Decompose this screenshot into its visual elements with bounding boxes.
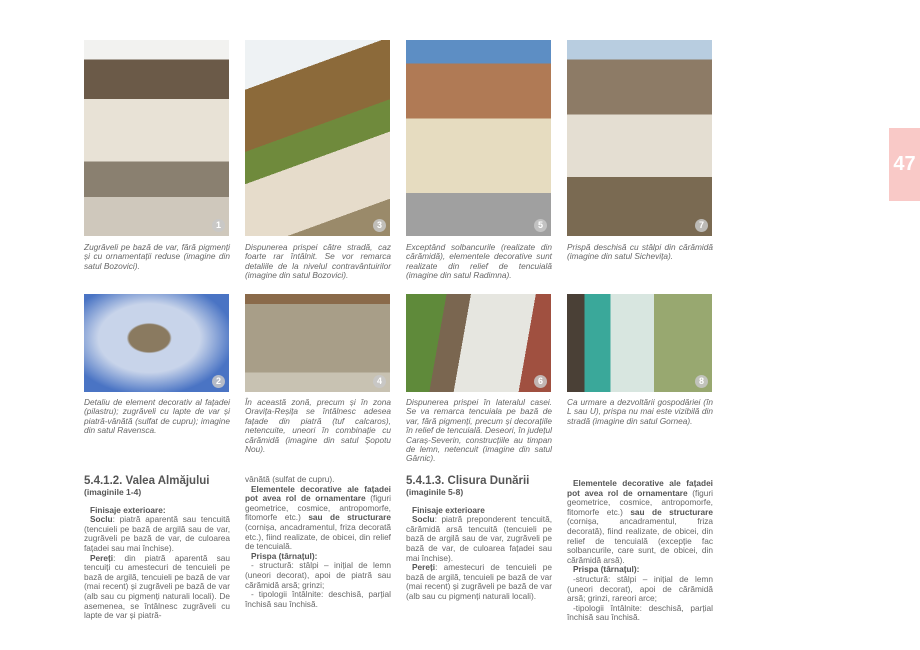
- section-valea-almajului: [84, 475, 230, 621]
- photo-caption: Prispă deschisă cu stâlpi din cărămidă (imagine din satul Sichevița).: [567, 242, 713, 262]
- photo-4: [245, 294, 390, 392]
- text-soclu: : piatră preponderent tencuită, cărămidă arsă tencuită (tencuieli pe bază de argilă sau de var, zugrăveli pe bază de var, de culoarea fațadei sau mai închise).: [406, 514, 552, 563]
- section-title: 5.4.1.3. Clisura Dunării: [406, 475, 530, 487]
- bold-text: Elementele decorative ale fațadei pot avea rol de ornamentare: [567, 478, 713, 498]
- text-pereti: : din piatră aparentă sau tencuiți cu amestecuri de tencuieli pe bază de argilă, tencuieli pe bază de var (mai recent) și zugrăveli pe bază de var (alb sau cu pigmenți naturali locali). De asemenea, se întâlnesc zugrăveli cu lapte de var și piatră-: [84, 552, 230, 621]
- text-tipologii: -tipologii întâlnite: deschisă, parțial închisă sau închisă.: [567, 602, 713, 623]
- photo-caption: În această zonă, precum și în zona Oravița-Reșița se întâlnesc adesea fațade din piatră (tuf calcaros), netencuite, uneori în combinație cu cărămidă (imagine din satul Șopotu Nou).: [245, 397, 391, 455]
- page-number: 47: [893, 153, 916, 175]
- section-clisura-dunarii-cont: [567, 479, 713, 623]
- photo-caption: Zugrăveli pe bază de var, fără pigmenți și cu ornamentații reduse (imagine din satul Bozovici).: [84, 242, 230, 271]
- section-subtitle: (imaginile 5-8): [406, 487, 464, 497]
- label-soclu: Soclu: [90, 514, 113, 525]
- heading-prispa: Prispa (târnațul):: [573, 564, 640, 575]
- photo-caption: Exceptând solbancurile (realizate din cărămidă), elementele decorative sunt realizate din relief de tencuială (imagine din satul Radimna).: [406, 242, 552, 281]
- section-valea-almajului-cont: [245, 475, 391, 609]
- photo-number-badge: 4: [373, 375, 386, 388]
- heading-prispa: Prispa (târnațul):: [251, 550, 318, 561]
- label-pereti: Pereți: [90, 552, 114, 563]
- bold-text: Elementele decorative ale fațadei pot avea rol de ornamentare: [245, 483, 391, 504]
- text-structura: -structură: stâlpi – inițial de lemn (uneori decorat), apoi de cărămidă arsă; grinzi, rareori arce;: [567, 573, 713, 604]
- photo-3: [245, 40, 390, 236]
- photo-6: [406, 294, 551, 392]
- section-subtitle: (imaginile 1-4): [84, 487, 142, 497]
- label-pereti: Pereți: [412, 562, 436, 573]
- photo-number-badge: 6: [534, 375, 547, 388]
- text: (cornișa, ancadramentul, friza decorată etc.), fiind realizate, de obicei, din relief de tencuială.: [245, 521, 391, 552]
- bold-text: sau de structurare: [630, 506, 713, 517]
- text: (cornișa, ancadramentul, friza decorată), fiind realizate, de obicei, din relief de tencuială (excepție fac solbancurile, care sunt, de obicei, din cărămidă arsă).: [567, 516, 713, 565]
- text: (figuri geometrice, cosmice, antropomorfe, fitomorfe etc.): [567, 487, 713, 517]
- photo-number-badge: 7: [695, 219, 708, 232]
- photo-number-badge: 3: [373, 219, 386, 232]
- photo-caption: Dispunerea prispei în lateralul casei. Se va remarca tencuiala pe bază de var, fără pigmenți, precum și decorațiile în relief de tencuială. Deseori, în județul Caraș-Severin, construcțiile au timpan de lemn, netencuit (imagine din satul Gârnic).: [406, 397, 552, 464]
- photo-2: [84, 294, 229, 392]
- photo-caption: Ca urmare a dezvoltării gospodăriei (în L sau U), prispa nu mai este vizibilă din stradă (imagine din satul Gornea).: [567, 397, 713, 426]
- section-clisura-dunarii: [406, 475, 552, 602]
- text-pereti: : amestecuri de tencuieli pe bază de argilă, tencuieli pe bază de var (mai recent) și zugrăveli pe bază de var (alb sau cu pigmenți naturali locali).: [406, 562, 552, 601]
- photo-caption: Detaliu de element decorativ al fațadei (pilastru); zugrăveli cu lapte de var și piatră-vânătă (sulfat de cupru); imagine din satul Ravensca.: [84, 397, 230, 436]
- heading-finisaje: Finisaje exterioare:: [90, 504, 166, 515]
- page-number-tab: [889, 128, 920, 201]
- photo-caption: Dispunerea prispei către stradă, caz foarte rar întâlnit. Se vor remarca detaliile de la nivelul contravântuirilor (imagine din satul Bozovici).: [245, 242, 391, 281]
- text-soclu: : piatră aparentă sau tencuită (tencuieli pe bază de argilă sau de var, zugrăveli pe bază de var, de culoarea fațadei sau mai închise).: [84, 514, 230, 553]
- photo-number-badge: 8: [695, 375, 708, 388]
- photo-7: [567, 40, 712, 236]
- label-soclu: Soclu: [412, 514, 435, 525]
- text-structura: - structură: stâlpi – inițial de lemn (uneori decorat), apoi de piatră sau cărămidă arsă; grinzi;: [245, 560, 391, 590]
- photo-number-badge: 1: [212, 219, 225, 232]
- text-tipologii: - tipologii întâlnite: deschisă, parțial închisă sau închisă.: [245, 589, 391, 609]
- photo-8: [567, 294, 712, 392]
- bold-text: sau de structurare: [308, 512, 391, 523]
- photo-number-badge: 5: [534, 219, 547, 232]
- text-continuation: vânătă (sulfat de cupru).: [245, 474, 335, 484]
- photo-5: [406, 40, 551, 236]
- heading-finisaje: Finisaje exterioare: [412, 504, 485, 515]
- photo-number-badge: 2: [212, 375, 225, 388]
- text: (figuri geometrice, cosmice, antropomorfe, fitomorfe etc.): [245, 493, 391, 523]
- photo-1: [84, 40, 229, 236]
- section-title: 5.4.1.2. Valea Almăjului: [84, 475, 210, 487]
